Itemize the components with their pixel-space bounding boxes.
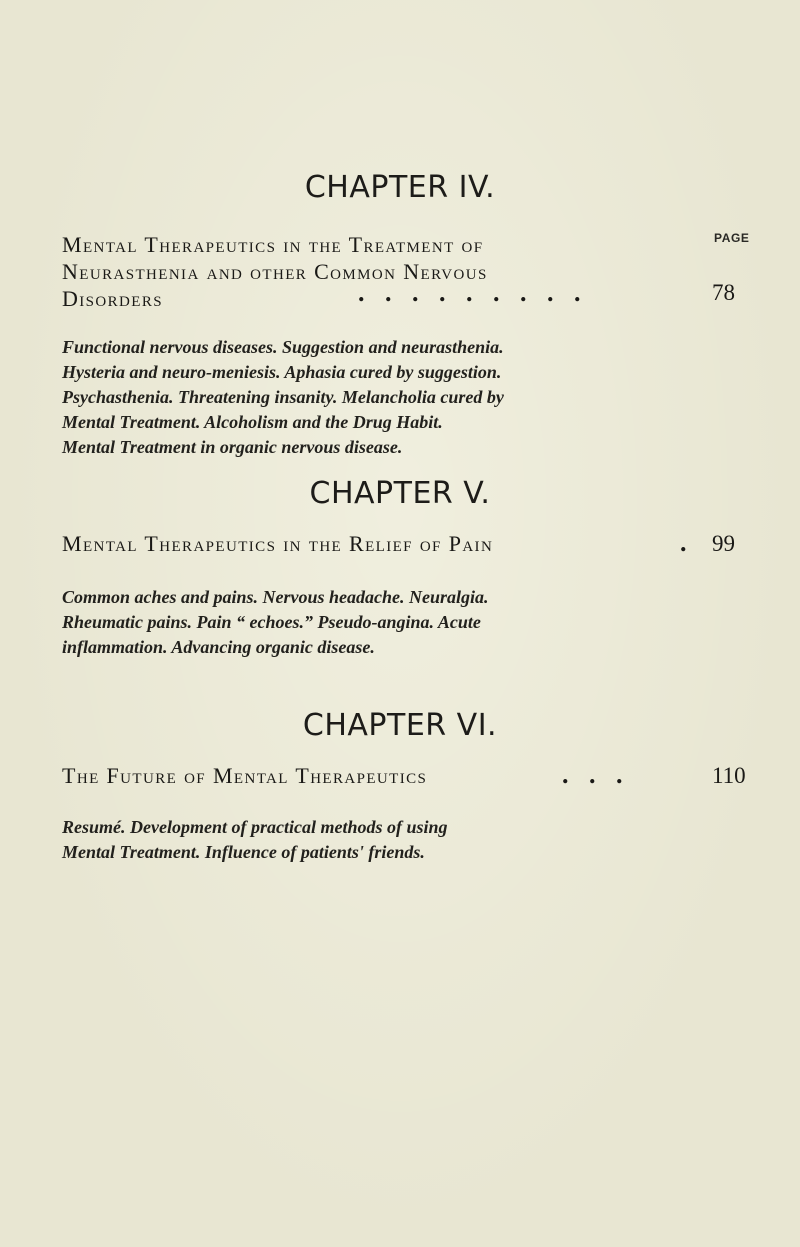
chapter-vi-summary — [62, 815, 717, 865]
title-line: Mental Therapeutics in the Relief of Pain — [62, 531, 494, 556]
chapter-vi-page-number: 110 — [712, 763, 746, 788]
chapter-v-leader-dots: . — [680, 528, 687, 557]
page-column-label: PAGE — [714, 231, 750, 245]
chapter-vi-leader-dots: . . . — [562, 760, 623, 789]
chapter-v-title — [62, 530, 687, 557]
title-line: Neurasthenia and other Common Nervous — [62, 259, 488, 284]
chapter-iv-summary — [62, 335, 717, 460]
summary-line: Mental Treatment in organic nervous disease. — [62, 437, 403, 457]
title-line: The Future of Mental Therapeutics — [62, 763, 428, 788]
summary-line: Mental Treatment. Influence of patients' friends. — [62, 842, 425, 862]
title-line: Disorders — [62, 286, 164, 311]
chapter-iv-page-number: 78 — [712, 280, 735, 305]
summary-line: Rheumatic pains. Pain “ echoes.” Pseudo-angina. Acute — [62, 612, 481, 632]
summary-line: inflammation. Advancing organic disease. — [62, 637, 375, 657]
title-line: Mental Therapeutics in the Treatment of — [62, 232, 484, 257]
summary-line: Hysteria and neuro-meniesis. Aphasia cured by suggestion. — [62, 362, 502, 382]
summary-line: Mental Treatment. Alcoholism and the Drug Habit. — [62, 412, 443, 432]
chapter-v-page-number: 99 — [712, 531, 735, 556]
chapter-iv-leader-dots: . . . . . . . . . — [358, 278, 581, 307]
chapter-v-summary — [62, 585, 717, 660]
chapter-iv-heading: CHAPTER IV. — [304, 170, 496, 205]
chapter-v-heading: CHAPTER V. — [309, 476, 491, 511]
summary-line: Functional nervous diseases. Suggestion and neurasthenia. — [62, 337, 504, 357]
chapter-vi-heading: CHAPTER VI. — [302, 708, 498, 743]
summary-line: Resumé. Development of practical methods of using — [62, 817, 448, 837]
summary-line: Psychasthenia. Threatening insanity. Melancholia cured by — [62, 387, 504, 407]
summary-line: Common aches and pains. Nervous headache. Neuralgia. — [62, 587, 489, 607]
